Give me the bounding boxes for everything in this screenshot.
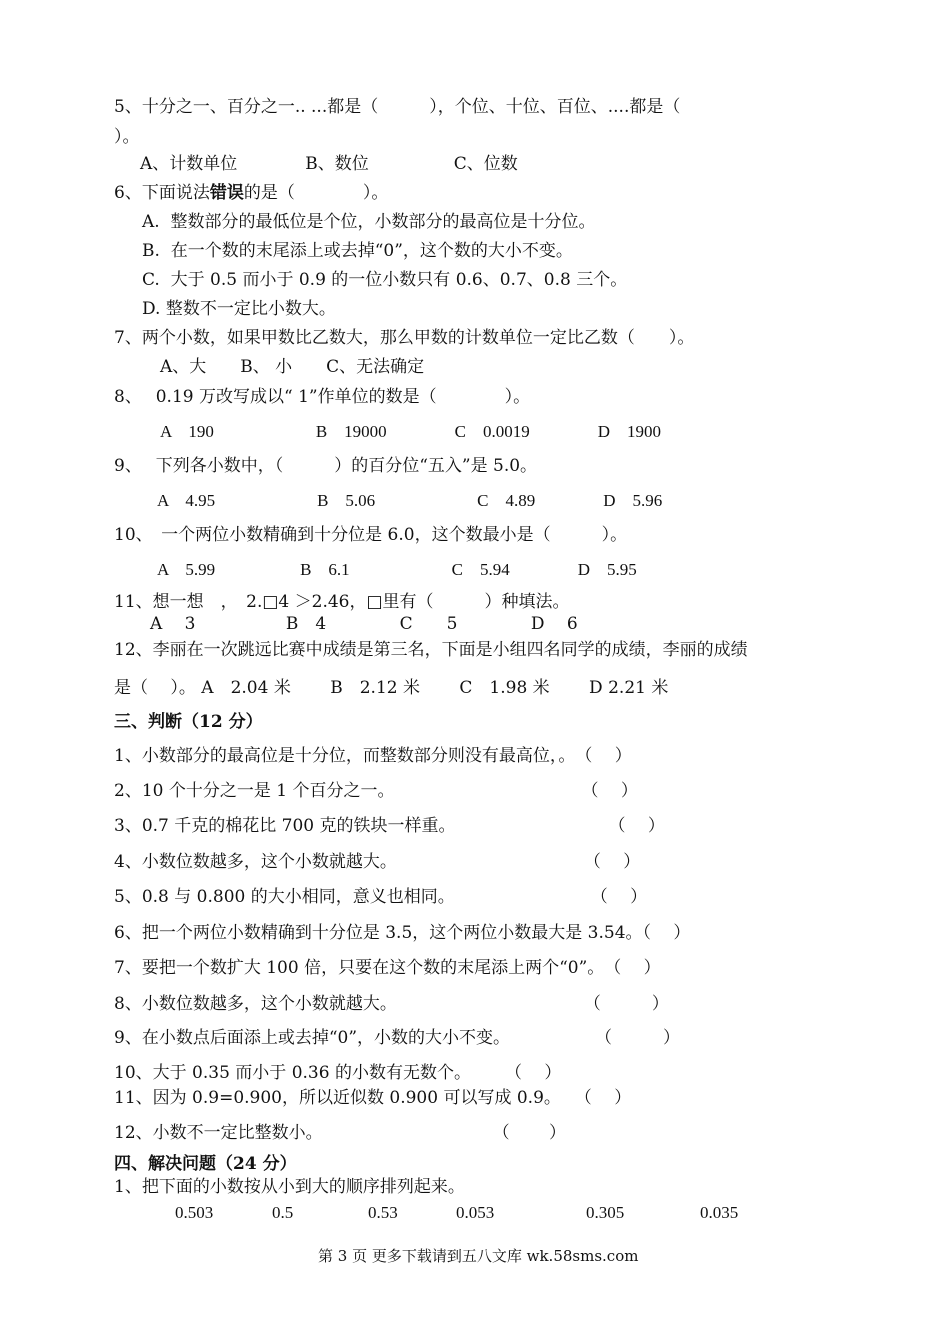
decimal-number-3: 0.53 bbox=[368, 1203, 398, 1222]
q6-option-d: D. 整数不一定比小数大。 bbox=[142, 299, 336, 319]
decimal-number-2: 0.5 bbox=[272, 1203, 294, 1222]
section3-heading: 三、判断（12 分） bbox=[114, 712, 263, 732]
judge-item-9: 9、在小数点后面添上或去掉“0”，小数的大小不变。 （ ） bbox=[114, 1028, 681, 1048]
q6-stem-bold: 错误 bbox=[209, 183, 244, 203]
q6-stem bbox=[114, 182, 388, 204]
q11-stem: 11、想一想 ， 2.□4 ＞2.46，□里有（ ）种填法。 bbox=[114, 592, 570, 612]
q6-option-a: A. 整数部分的最低位是个位，小数部分的最高位是十分位。 bbox=[142, 212, 596, 232]
q8-options: A 190 B 19000 C 0.0019 D 1900 bbox=[160, 422, 662, 441]
q9-stem: 9、 下列各小数中，（ ）的百分位“五入”是 5.0。 bbox=[114, 456, 538, 476]
decimal-number-4: 0.053 bbox=[456, 1203, 495, 1222]
q7-stem: 7、两个小数，如果甲数比乙数大，那么甲数的计数单位一定比乙数（ ）。 bbox=[114, 328, 695, 348]
q8-stem: 8、 0.19 万改写成以“ 1”作单位的数是（ ）。 bbox=[114, 387, 531, 407]
q9-options: A 4.95 B 5.06 C 4.89 D 5.96 bbox=[157, 491, 663, 510]
q6-option-b: B. 在一个数的末尾添上或去掉“0”，这个数的大小不变。 bbox=[142, 241, 573, 261]
q12-line1: 12、李丽在一次跳远比赛中成绩是第三名，下面是小组四名同学的成绩，李丽的成绩 bbox=[114, 640, 748, 660]
judge-item-1: 1、小数部分的最高位是十分位，而整数部分则没有最高位，。 （ ） bbox=[114, 746, 632, 766]
judge-item-6: 6、把一个两位小数精确到十分位是 3.5，这个两位小数最大是 3.54。（ ） bbox=[114, 923, 691, 943]
q10-options: A 5.99 B 6.1 C 5.94 D 5.95 bbox=[157, 560, 637, 579]
decimal-number-6: 0.035 bbox=[700, 1203, 739, 1222]
q10-stem: 10、 一个两位小数精确到十分位是 6.0，这个数最小是（ ）。 bbox=[114, 525, 628, 545]
page-footer: 第 3 页 更多下载请到五八文库 wk.58sms.com bbox=[318, 1247, 639, 1265]
q7-options: A、大 B、 小 C、无法确定 bbox=[160, 357, 425, 377]
q11-options: A 3 B 4 C 5 D 6 bbox=[150, 614, 578, 634]
judge-item-4: 4、小数位数越多，这个小数就越大。 （ ） bbox=[114, 852, 641, 872]
q6-option-c: C. 大于 0.5 而小于 0.9 的一位小数只有 0.6、0.7、0.8 三个。 bbox=[142, 270, 628, 290]
q5-line1: 5、十分之一、百分之一.. ...都是（ ），个位、十位、百位、....都是（ bbox=[114, 97, 681, 117]
judge-item-7: 7、要把一个数扩大 100 倍，只要在这个数的末尾添上两个“0”。 （ ） bbox=[114, 958, 661, 978]
decimal-number-5: 0.305 bbox=[586, 1203, 625, 1222]
judge-item-12: 12、小数不一定比整数小。 （ ） bbox=[114, 1123, 567, 1143]
judge-item-8: 8、小数位数越多，这个小数就越大。 （ ） bbox=[114, 994, 669, 1014]
q6-stem-pre: 6、下面说法 bbox=[114, 183, 210, 203]
q12-line2: 是（ ）。 A 2.04 米 B 2.12 米 C 1.98 米 D 2.21 米 bbox=[114, 678, 669, 698]
judge-item-11: 11、因为 0.9=0.900，所以近似数 0.900 可以写成 0.9。 （ ） bbox=[114, 1088, 632, 1108]
judge-item-5: 5、0.8 与 0.800 的大小相同，意义也相同。 （ ） bbox=[114, 887, 648, 907]
judge-item-3: 3、0.7 千克的棉花比 700 克的铁块一样重。 （ ） bbox=[114, 816, 665, 836]
judge-item-10: 10、大于 0.35 而小于 0.36 的小数有无数个。 （ ） bbox=[114, 1063, 562, 1083]
q5-options: A、计数单位 B、数位 C、位数 bbox=[140, 154, 518, 174]
decimal-number-1: 0.503 bbox=[175, 1203, 214, 1222]
section4-heading: 四、解决问题（24 分） bbox=[114, 1154, 297, 1174]
q6-stem-post: 的是（ ）。 bbox=[243, 183, 389, 203]
judge-item-2: 2、10 个十分之一是 1 个百分之一。 （ ） bbox=[114, 781, 638, 801]
section4-q1: 1、把下面的小数按从小到大的顺序排列起来。 bbox=[114, 1177, 465, 1197]
q5-line2: ）。 bbox=[114, 127, 140, 147]
